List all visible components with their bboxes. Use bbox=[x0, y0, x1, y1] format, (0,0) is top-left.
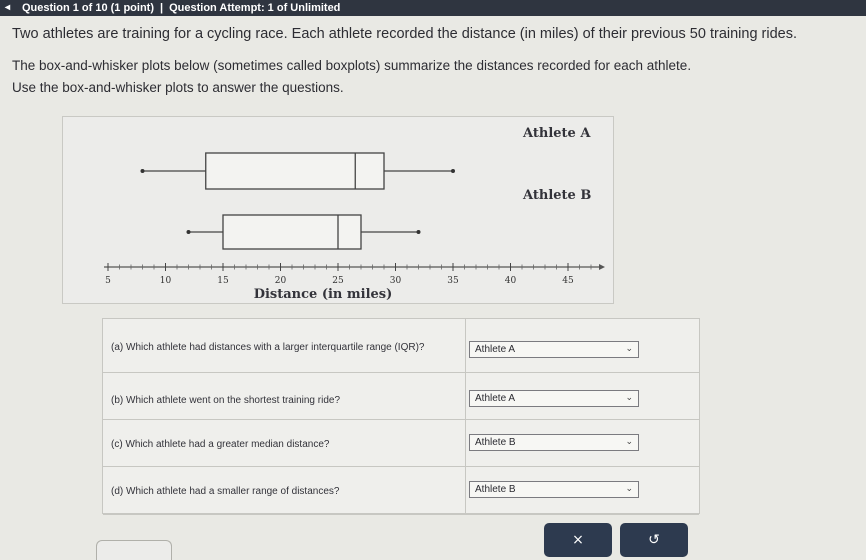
question-row-a bbox=[103, 319, 699, 373]
x-tick-label: 25 bbox=[332, 276, 344, 286]
question-b-text: (b) Which athlete went on the shortest training ride? bbox=[111, 395, 341, 406]
x-tick-label: 20 bbox=[274, 276, 287, 286]
questions-table bbox=[102, 318, 700, 514]
bottom-tab[interactable] bbox=[96, 540, 172, 560]
question-row-d bbox=[103, 467, 699, 515]
x-tick-label: 5 bbox=[105, 276, 111, 286]
answer-d-value: Athlete B bbox=[475, 484, 516, 495]
series-1-label: Athlete A bbox=[523, 126, 591, 141]
boxplot-chart bbox=[63, 117, 613, 303]
answer-select-c[interactable] bbox=[469, 434, 639, 451]
series-1-box bbox=[206, 153, 384, 189]
header-bar bbox=[0, 0, 866, 16]
answer-select-a[interactable] bbox=[469, 341, 639, 358]
series-2-max-point bbox=[417, 230, 421, 234]
answer-select-b[interactable] bbox=[469, 390, 639, 407]
boxplot-panel bbox=[62, 116, 614, 304]
question-c-text: (c) Which athlete had a greater median distance? bbox=[111, 439, 330, 450]
x-tick-label: 45 bbox=[562, 276, 574, 286]
chevron-down-icon: ⌄ bbox=[625, 436, 633, 446]
x-axis-label: Distance (in miles) bbox=[253, 287, 393, 302]
question-intro: Two athletes are training for a cycling race. Each athlete recorded the distance (in miles) of their previous 50 training rides. bbox=[12, 26, 798, 42]
question-a-text: (a) Which athlete had distances with a larger interquartile range (IQR)? bbox=[111, 342, 425, 353]
attempt-label: Question Attempt: 1 of Unlimited bbox=[169, 2, 341, 14]
clear-button[interactable]: × bbox=[544, 523, 612, 557]
question-label: Question 1 of 10 (1 point) bbox=[22, 2, 155, 14]
question-row-b bbox=[103, 373, 699, 420]
question-instruction: Use the box-and-whisker plots to answer the questions. bbox=[12, 80, 344, 95]
answer-c-value: Athlete B bbox=[475, 437, 516, 448]
x-tick-label: 40 bbox=[504, 276, 517, 286]
series-2-box bbox=[223, 215, 361, 249]
chevron-down-icon: ⌄ bbox=[625, 392, 633, 402]
answer-select-d[interactable] bbox=[469, 481, 639, 498]
series-2-label: Athlete B bbox=[523, 188, 592, 203]
x-tick-label: 10 bbox=[159, 276, 172, 286]
x-axis-arrow bbox=[599, 264, 605, 270]
question-d-text: (d) Which athlete had a smaller range of distances? bbox=[111, 486, 340, 497]
undo-button[interactable]: ↺ bbox=[620, 523, 688, 557]
chevron-left-icon[interactable]: ◂ bbox=[5, 2, 11, 13]
question-description: The box-and-whisker plots below (sometimes called boxplots) summarize the distances recorded for each athlete. bbox=[12, 58, 692, 73]
chevron-down-icon: ⌄ bbox=[625, 483, 633, 493]
x-tick-label: 30 bbox=[389, 276, 402, 286]
answer-a-value: Athlete A bbox=[475, 344, 516, 355]
answer-b-value: Athlete A bbox=[475, 393, 516, 404]
series-1-min-point bbox=[141, 169, 145, 173]
x-tick-label: 35 bbox=[447, 276, 459, 286]
question-row-c bbox=[103, 420, 699, 467]
x-tick-label: 15 bbox=[217, 276, 229, 286]
column-divider bbox=[465, 319, 466, 513]
series-2-min-point bbox=[187, 230, 191, 234]
chevron-down-icon: ⌄ bbox=[625, 343, 633, 353]
header-separator: | bbox=[160, 2, 164, 14]
series-1-max-point bbox=[451, 169, 455, 173]
